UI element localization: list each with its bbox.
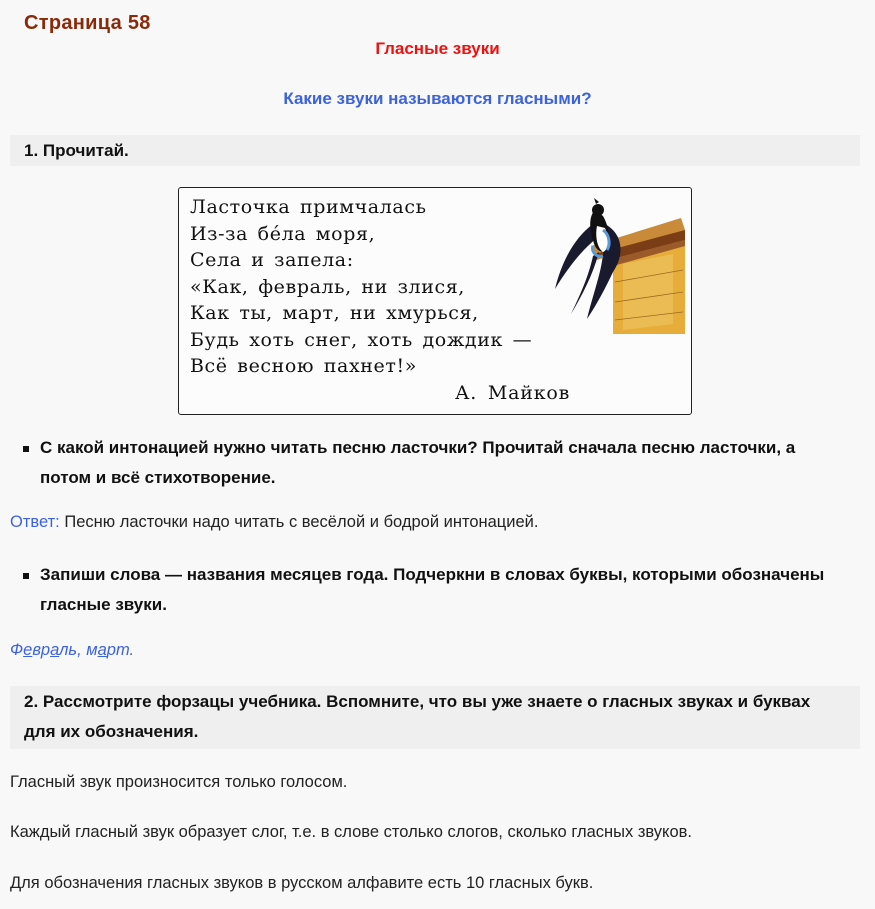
question-text: Запиши слова — названия месяцев года. Подчеркни в словах буквы, которыми обозначены гласные звуки. [40, 565, 825, 614]
fact-vowel-syllable: Каждый гласный звук образует слог, т.е. в слове столько слогов, сколько гласных звуков. [10, 823, 692, 841]
bullet-square-icon [23, 573, 29, 579]
vowel-underlined: а [50, 641, 60, 659]
poem-line: Села и запела: [190, 249, 354, 271]
answer-text: Песню ласточки надо читать с весёлой и бодрой интонацией. [59, 513, 539, 531]
poem-author: А. Майков [455, 382, 571, 404]
months-answer [10, 641, 134, 660]
poem-line: Всё весною пахнет!» [190, 355, 417, 377]
poem-text [190, 194, 532, 380]
fact-vowel-letters: Для обозначения гласных звуков в русском алфавите есть 10 гласных букв. [10, 874, 594, 892]
months-segment: Ф [10, 641, 24, 659]
task-1-heading: 1. Прочитай. [10, 135, 860, 166]
poem-line: Ласточка примчалась [190, 196, 427, 218]
poem-card [178, 187, 692, 415]
lesson-subtitle: Какие звуки называются гласными? [283, 89, 592, 108]
poem-line: Будь хоть снег, хоть дождик — [190, 328, 533, 351]
vowel-underlined: а [97, 641, 107, 659]
task-2-heading: 2. Рассмотрите форзацы учебника. Вспомните, что вы уже знаете о гласных звуках и буквах для их обозначения. [10, 686, 860, 749]
question-intonation [40, 433, 840, 493]
fact-vowel-voice: Гласный звук произносится только голосом. [10, 773, 348, 791]
page-number-label: Страница 58 [24, 12, 151, 34]
lesson-title: Гласные звуки [375, 39, 500, 58]
bullet-square-icon [23, 446, 29, 452]
months-segment: ль, м [59, 641, 98, 659]
months-segment: рт. [106, 641, 135, 659]
swallow-on-roof-icon [553, 194, 689, 334]
vowel-underlined: е [23, 641, 33, 659]
answer-label: Ответ: [10, 513, 60, 531]
months-segment: вр [32, 641, 51, 659]
question-months [40, 560, 840, 620]
poem-line: Как ты, март, ни хмурься, [190, 302, 479, 324]
answer-intonation [10, 513, 538, 532]
poem-line: «Как, февраль, ни злися, [190, 275, 465, 298]
question-text: С какой интонацией нужно читать песню ласточки? Прочитай сначала песню ласточки, а потом и всё стихотворение. [40, 438, 796, 487]
poem-line: Из-за бéла моря, [190, 222, 376, 245]
